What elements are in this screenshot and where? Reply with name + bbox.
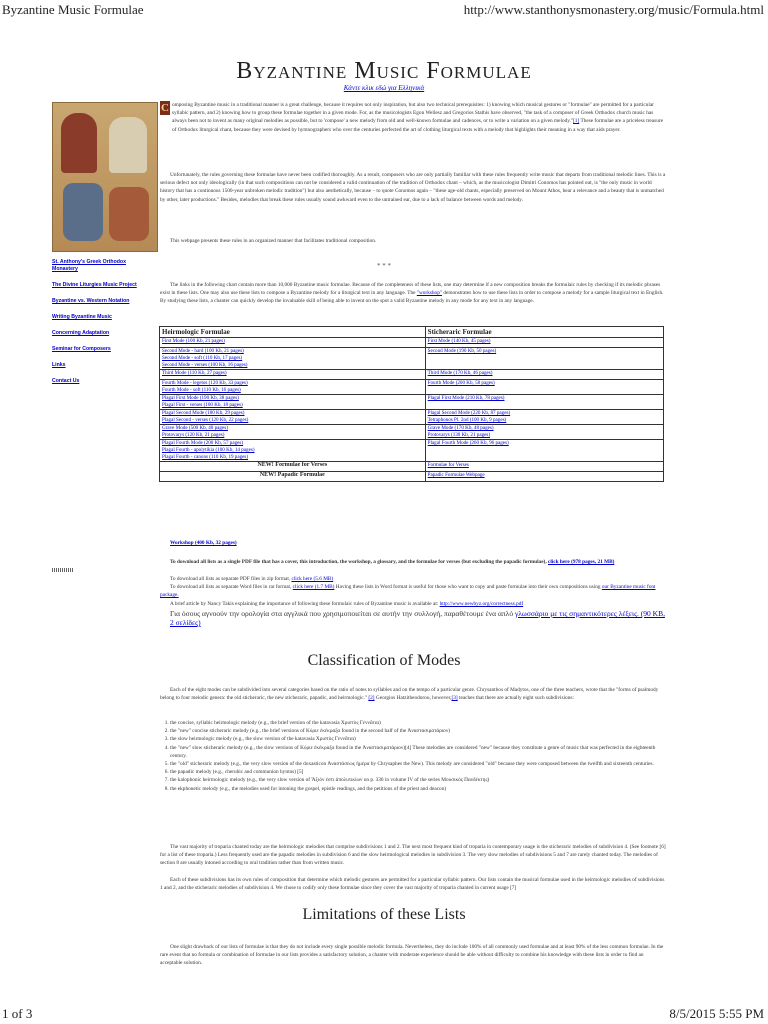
- dropcap-letter: C: [161, 102, 169, 114]
- greek-glossary-paragraph: Για όσους αγνοούν την ορολογία στα αγγλικά που χρησιμοποιείται σε αυτήν την συλλογή, παραθέτουμε ένα απλό γλωσσάριο με τις σημαντικότερες λέξεις. (90 KB, 2 σελίδες): [170, 609, 665, 627]
- formula-link[interactable]: Plagal Fourth - canons (110 Kb, 19 pages): [162, 454, 249, 460]
- formula-link[interactable]: First Mode (140 Kb, 45 pages): [427, 338, 491, 344]
- sticheraric-cell: [425, 395, 663, 410]
- font-package-link[interactable]: our Byzantine music font package.: [160, 584, 656, 599]
- formula-link[interactable]: Protovarys (120 Kb, 21 pages): [162, 432, 225, 438]
- article-paragraph: A brief article by Nancy Takis explaining the importance of following these formulaic rules of Byzantine music is available at: http://www.newbyz.org/correctness.pdf: [170, 601, 524, 607]
- list-item: 8. the ekphonetic melody (e.g., the melodies used for intoning the gospel, epistle readings, and the petitions of the priest and deacon): [170, 785, 670, 793]
- heirmologic-cell: [160, 338, 426, 348]
- verses-row: [160, 462, 664, 472]
- formula-link[interactable]: Plagal First Mode (190 Kb, 38 pages): [162, 395, 239, 401]
- print-timestamp: 8/5/2015 5:55 PM: [669, 1006, 764, 1021]
- verses-cell: [425, 462, 663, 472]
- heirmologic-cell: [160, 380, 426, 395]
- heirmologic-cell: [160, 425, 426, 440]
- table-row: [160, 338, 664, 348]
- table-row: [160, 410, 664, 425]
- formula-link[interactable]: Third Mode (110 Kb, 27 pages): [162, 370, 227, 376]
- formula-link[interactable]: Second Mode (190 Kb, 50 pages): [427, 348, 497, 354]
- sidebar-nav: [52, 259, 152, 394]
- formula-link[interactable]: Second Mode - verses (100 Kb, 16 pages): [162, 362, 248, 368]
- sidebar-item-seminar[interactable]: Seminar for Composers: [52, 346, 111, 352]
- list-item: 6. the papadic melody (e.g., cherubic and communion hymns) [5]: [170, 768, 670, 776]
- heirmologic-cell: [160, 348, 426, 370]
- section-title-limitations: Limitations of these Lists: [302, 906, 466, 923]
- intro-paragraph-3: This webpage presents these rules in an organized manner that facilitates traditional composition.: [170, 238, 377, 244]
- classification-paragraph-2: The vast majority of troparia chanted today are the heirmologic melodies that comprise subdivisions 1 and 2. The next most frequent kind of troparia in contemporary usage is the sticheraric melodies of subdivision 4. (See footnote [6] for a list of these troparia.) Less frequently used are the papadic melodies in subdivision 6 and the slow heirmological melodies in subdivision 3. The very slow melodies of subdivisions 5 and 7 are rarely chanted today. The melodies of section 8 are usually intoned according to oral tradition rather than from written music.: [160, 844, 666, 867]
- glossary-link[interactable]: γλωσσάριο με τις σημαντικότερες λέξεις. (90 KB, 2 σελίδες): [170, 609, 665, 627]
- sidebar-item-divine-liturgies[interactable]: The Divine Liturgies Music Project: [52, 282, 137, 288]
- intro-paragraph-2: Unfortunately, the rules governing these formulae have never been codified thoroughly. As a result, composers who are only partially familiar with these rules frequently write music that departs from traditional melodic lines. This is a serious defect not only ideologically (in that such compositions can not be considered a valid continuation of the tradition of Orthodox chant – which, as the musicologist Dimitri Conomos has pointed out, is "the only music in world history that has a continuous 1500-year unbroken melodic tradition") but also aesthetically, because – to quote Conomos again – "these age-old chants, especially preserved on Mount Athos, bear a relevance and a beauty that is unmatched by other, later productions." Besides, melodies that break these rules usually sound awkward even to the untrained ear, due to a lack of balance between words and melody.: [160, 172, 666, 203]
- section-title-classification: Classification of Modes: [307, 652, 461, 669]
- list-item: 7. the kalophonic heirmologic melody (e.g., the very slow version of Ἄξιόν ἐστι ἀπολυτικίων on p. 336 in volume IV of the series Μουσικός Πανδέκτης): [170, 776, 670, 784]
- formula-link[interactable]: Plagal Fourth Mode (200 Kb, 57 pages): [162, 440, 244, 446]
- papadic-label: NEW! Papadic Formulae: [160, 472, 426, 482]
- sidebar-item-monastery[interactable]: St. Anthony's Greek Orthodox Monastery: [52, 259, 126, 272]
- sticheraric-cell: [425, 425, 663, 440]
- download-paragraph-1: To download all lists as a single PDF file that has a cover, this introduction, the workshop, a glossary, and the formulae for verses (but excluding the papadic formulae), click here (978 pages, 21 MB): [170, 559, 615, 565]
- formula-link[interactable]: Fourth Mode (200 Kb, 58 pages): [427, 380, 495, 386]
- formula-link[interactable]: Protovarys (130 Kb, 21 pages): [427, 432, 491, 438]
- table-row: [160, 395, 664, 410]
- list-item: 4. the "new" slow sticheraric melody (e.g., the slow versions of Κύριε ἐκέκραξα found in the Ἀναστασιματάριον)[4] These melodies are considered "new" because they constitute a genre of music that was perfected in the eighteenth century.: [170, 744, 670, 760]
- download-paragraph-3: To download all lists as separate Word files in rar format, click here (1.7 MB) Having these lists in Word format is useful for those who want to copy and paste formulae into their own compositions using our Byzantine music font package.: [160, 584, 656, 599]
- section-separator: * * *: [377, 262, 391, 270]
- heirmologic-header: Heirmologic Formulae: [160, 327, 426, 338]
- list-item: 2. the "new" concise sticheraric melody (e.g., the brief versions of Κύριε ἐκέκραξα found in the second half of the Ἀναστασιματάριον): [170, 727, 670, 735]
- classification-paragraph-3: Each of these subdivisions has its own rules of composition that determine which melodic gestures are permitted for a particular syllabic pattern. Our lists contain the musical formulae used in the heirmologic melodies of subdivisions 1 and 2, and the sticheraric melodies of subdivision 4. We chose to codify only these formulae since they cover the vast majority of troparia chanted in current usage [7]: [160, 877, 665, 892]
- sticheraric-header: Sticheraric Formulae: [425, 327, 663, 338]
- formula-link[interactable]: Grave Mode (500 Kb, 40 pages): [162, 425, 228, 431]
- sidebar-item-notation[interactable]: Byzantine vs. Western Notation: [52, 298, 130, 304]
- workshop-inline-link[interactable]: "workshop": [416, 290, 443, 297]
- sidebar-item-writing[interactable]: Writing Byzantine Music: [52, 314, 112, 320]
- list-item: 3. the slow heirmologic melody (e.g., the slow version of the katavasia Χριστὸς Γεννᾶται): [170, 735, 670, 743]
- heirmologic-cell: [160, 395, 426, 410]
- formula-link[interactable]: Second Mode - hard (100 Kb, 21 pages): [162, 348, 244, 354]
- sidebar-item-adaptation[interactable]: Concerning Adaptation: [52, 330, 110, 336]
- verses-link[interactable]: Formulae for Verses: [427, 462, 469, 468]
- sticheraric-cell: [425, 338, 663, 348]
- formula-link[interactable]: First Mode (100 Kb, 21 pages): [162, 338, 225, 344]
- table-row: [160, 380, 664, 395]
- footnote-link-2[interactable]: [2]: [368, 695, 375, 702]
- heirmologic-cell: [160, 410, 426, 425]
- byzantine-icon-image: [52, 102, 158, 252]
- formula-link[interactable]: Tetraphonos Pl. 2nd (100 Kb, 9 pages): [427, 417, 507, 423]
- heirmologic-cell: [160, 440, 426, 462]
- formula-link[interactable]: Plagal First Mode (210 Kb, 78 pages): [427, 395, 505, 401]
- formula-link[interactable]: Plagal Second Mode (220 Kb, 87 pages): [427, 410, 511, 416]
- formula-link[interactable]: Second Mode - soft (110 Kb, 17 pages): [162, 355, 243, 361]
- decorative-bar: [52, 568, 74, 572]
- intro-paragraph-1: omposing Byzantine music in a traditional manner is a great challenge, because it requires not only inspiration, but also two technical prerequisites: 1) knowing which musical gestures or "formulae" are permitted for a particular syllabic pattern, and 2) knowing how to group these formulae together in a given mode. For, as the musicologists Egon Wellesz and Gregorios Stathis have observed, "the task of a composer of Greek Orthodox church music has always been not to invent as many original melodies as possible, but to 'compose' a new melody from old and well-known formulae and cadences, or to write a variation on a given melody."[1] These formulae are a priceless treasure of Orthodox liturgical chant, because they were devised by hymnographers who over the centuries perfected the art of clothing liturgical texts with a melody that highlights their meaning in a way that aids prayer.: [172, 102, 663, 133]
- article-link[interactable]: http://www.newbyz.org/correctness.pdf: [439, 601, 524, 607]
- papadic-link[interactable]: Papadic Formulae Webpage: [427, 472, 485, 478]
- formula-link[interactable]: Plagal First - verses (100 Kb, 18 pages): [162, 402, 243, 408]
- formula-link[interactable]: Fourth Mode - soft (110 Kb, 16 pages): [162, 387, 241, 393]
- print-footer: [0, 1006, 768, 1024]
- download-rar-link[interactable]: click here (1.7 MB): [292, 584, 335, 590]
- sidebar-item-contact[interactable]: Contact Us: [52, 378, 80, 384]
- page-number: 1 of 3: [2, 1006, 33, 1021]
- download-zip-link[interactable]: click here (5.6 MB): [291, 576, 334, 582]
- sticheraric-cell: [425, 370, 663, 380]
- heirmologic-cell: [160, 370, 426, 380]
- footnote-link-3[interactable]: [3]: [451, 695, 458, 702]
- table-row: [160, 425, 664, 440]
- formula-link[interactable]: Plagal Fourth - apolytikia (100 Kb, 14 pages): [162, 447, 255, 453]
- formulae-table: [159, 326, 664, 482]
- download-paragraph-2: To download all lists as separate PDF files in zip format, click here (5.6 MB): [170, 576, 334, 582]
- workshop-link[interactable]: Workshop (400 Kb, 32 pages): [170, 540, 237, 546]
- download-pdf-link[interactable]: click here (978 pages, 21 MB): [547, 559, 615, 565]
- table-row: [160, 348, 664, 370]
- sticheraric-cell: [425, 348, 663, 370]
- sidebar-item-links[interactable]: Links: [52, 362, 66, 368]
- table-row: [160, 370, 664, 380]
- limitations-paragraph: One slight drawback of our lists of formulae is that they do not include every single possible melodic formula. Nevertheless, they do include 100% of all commonly used formulae and at least 90% of the less common formulae. In the rare event that no formula or combination of formulae in our lists provides a satisfactory solution, a chanter with moderate experience should be able without difficulty to combine his knowledge with these lists in order to find an acceptable solution.: [160, 944, 664, 967]
- formula-link[interactable]: Plagal Second Mode (180 Kb, 29 pages): [162, 410, 245, 416]
- papadic-cell: [425, 472, 663, 482]
- formula-link[interactable]: Grave Mode (170 Kb, 48 pages): [427, 425, 494, 431]
- footnote-link-1[interactable]: [1]: [573, 118, 580, 125]
- greek-language-link[interactable]: Κάντε κλικ εδώ για Ελληνικά: [343, 84, 425, 92]
- formula-link[interactable]: Plagal Second - verses (120 Kb, 22 pages): [162, 417, 249, 423]
- table-row: [160, 440, 664, 462]
- sticheraric-cell: [425, 380, 663, 395]
- header-title: Byzantine Music Formulae: [2, 2, 144, 17]
- list-item: 1. the concise, syllabic heirmologic melody (e.g., the brief version of the katavasia Χριστὸς Γεννᾶται): [170, 719, 670, 727]
- classification-paragraph-1: Each of the eight modes can be subdivided into several categories based on the ratio of notes to syllables and on the tempo of a particular genre. Chrysanthos of Madytos, one of the three teachers, wrote that the "forms of psalmody belong to four melodic genera: the old sticheraric, the new sticheraric, papadic, and heirmologic." [2] Georgios Hatzitheodorou, however,[3] teaches that there are actually eight such subdivisions:: [160, 687, 659, 702]
- formula-link[interactable]: Plagal Fourth Mode (260 Kb, 96 pages): [427, 440, 509, 446]
- verses-label: NEW! Formulae for Verses: [160, 462, 426, 472]
- print-header: [0, 0, 768, 18]
- formula-link[interactable]: Fourth Mode - legetos (120 Kb, 33 pages): [162, 380, 248, 386]
- header-url: http://www.stanthonysmonastery.org/music/Formula.html: [463, 2, 764, 17]
- list-item: 5. the "old" sticheraric melody (e.g., the very slow version of the doxasticon Ἀναστάσεως ἡμέρα by Chrysaphes the New). This melody are considered "old" because they were composed between the twelfth and sixteenth centuries.: [170, 760, 670, 768]
- sticheraric-cell: [425, 440, 663, 462]
- page-title: Byzantine Music Formulae: [236, 58, 532, 84]
- sticheraric-cell: [425, 410, 663, 425]
- formula-link[interactable]: Third Mode (170 Kb, 46 pages): [427, 370, 493, 376]
- papadic-row: [160, 472, 664, 482]
- modes-list: [160, 719, 670, 793]
- links-paragraph: The links in the following chart contain more than 10,000 Byzantine music formulae. Because of the completeness of these lists, one may determine if a new composition breaks the formulaic rules by checking if its melodic phrases exist in these lists. One may also use these lists to compose a Byzantine melody for a liturgical text in any language. The "workshop" demonstrates how to use these lists in order to compose a melody for a sample liturgical text in English. By studying these lists, a chanter can quickly develop the invaluable skill of being able to invent on the spot a valid Byzantine melody in any mode for any text in any language.: [160, 282, 664, 305]
